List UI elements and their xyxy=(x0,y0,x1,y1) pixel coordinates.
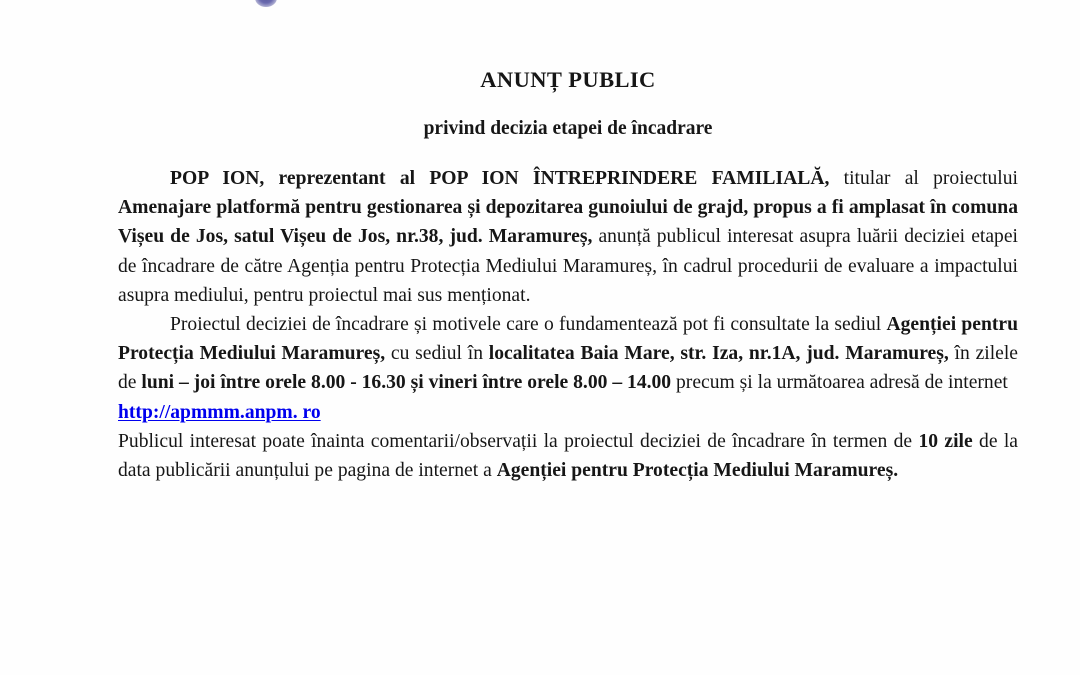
address-intro-text: cu sediul în xyxy=(385,343,489,365)
document-body xyxy=(118,0,1018,675)
document-title: ANUNȚ PUBLIC xyxy=(480,67,656,92)
office-hours: luni – joi între orele 8.00 - 16.30 și vineri între orele 8.00 – 14.00 xyxy=(141,372,672,394)
agency-name: Agenției pentru Protecția Mediului Maramureș, xyxy=(118,314,1018,365)
paragraph-announcer xyxy=(118,164,1018,310)
announcement-body-text: anunță publicul interesat asupra luării deciziei etapei de încadrare de către Agenția pentru Protecția Mediului Maramureș, în cadrul procedurii de evaluare a impactului asupra mediului, pentru proiectul mai sus menționat. xyxy=(118,226,1018,306)
announcer-role-text: titular al proiectului xyxy=(829,168,1018,189)
paragraph-consultation xyxy=(118,310,1018,427)
schedule-intro-text: în zilele de xyxy=(118,343,1018,394)
project-description: Amenajare platformă pentru gestionarea și depozitarea gunoiului de grajd, propus a fi amplasat în comuna Vișeu de Jos, satul Vișeu de Jos, nr.38, jud. Maramureș, xyxy=(118,197,1018,248)
comment-deadline: 10 zile xyxy=(918,430,973,452)
announcer-name: POP ION, reprezentant al POP ION ÎNTREPRINDERE FAMILIALĂ, xyxy=(170,168,830,189)
paragraph-comments xyxy=(118,427,1018,485)
website-intro-text: precum și la următoarea adresă de internet xyxy=(671,372,1008,394)
consultation-intro-text: Proiectul deciziei de încadrare și motivele care o fundamentează pot fi consultate la sediul xyxy=(170,314,887,336)
agency-website-link[interactable]: http://apmmm.anpm. ro xyxy=(118,401,321,423)
agency-name-closing: Agenției pentru Protecția Mediului Maramureș. xyxy=(496,460,899,482)
agency-address: localitatea Baia Mare, str. Iza, nr.1A, jud. Maramureș, xyxy=(488,343,949,365)
document-subtitle: privind decizia etapei de încadrare xyxy=(423,117,713,139)
comments-intro-text: Publicul interesat poate înainta comentarii/observații la proiectul deciziei de încadrare în termen de xyxy=(118,430,919,452)
comments-middle-text: de la data publicării anunțului pe pagina de internet a xyxy=(118,430,1018,482)
